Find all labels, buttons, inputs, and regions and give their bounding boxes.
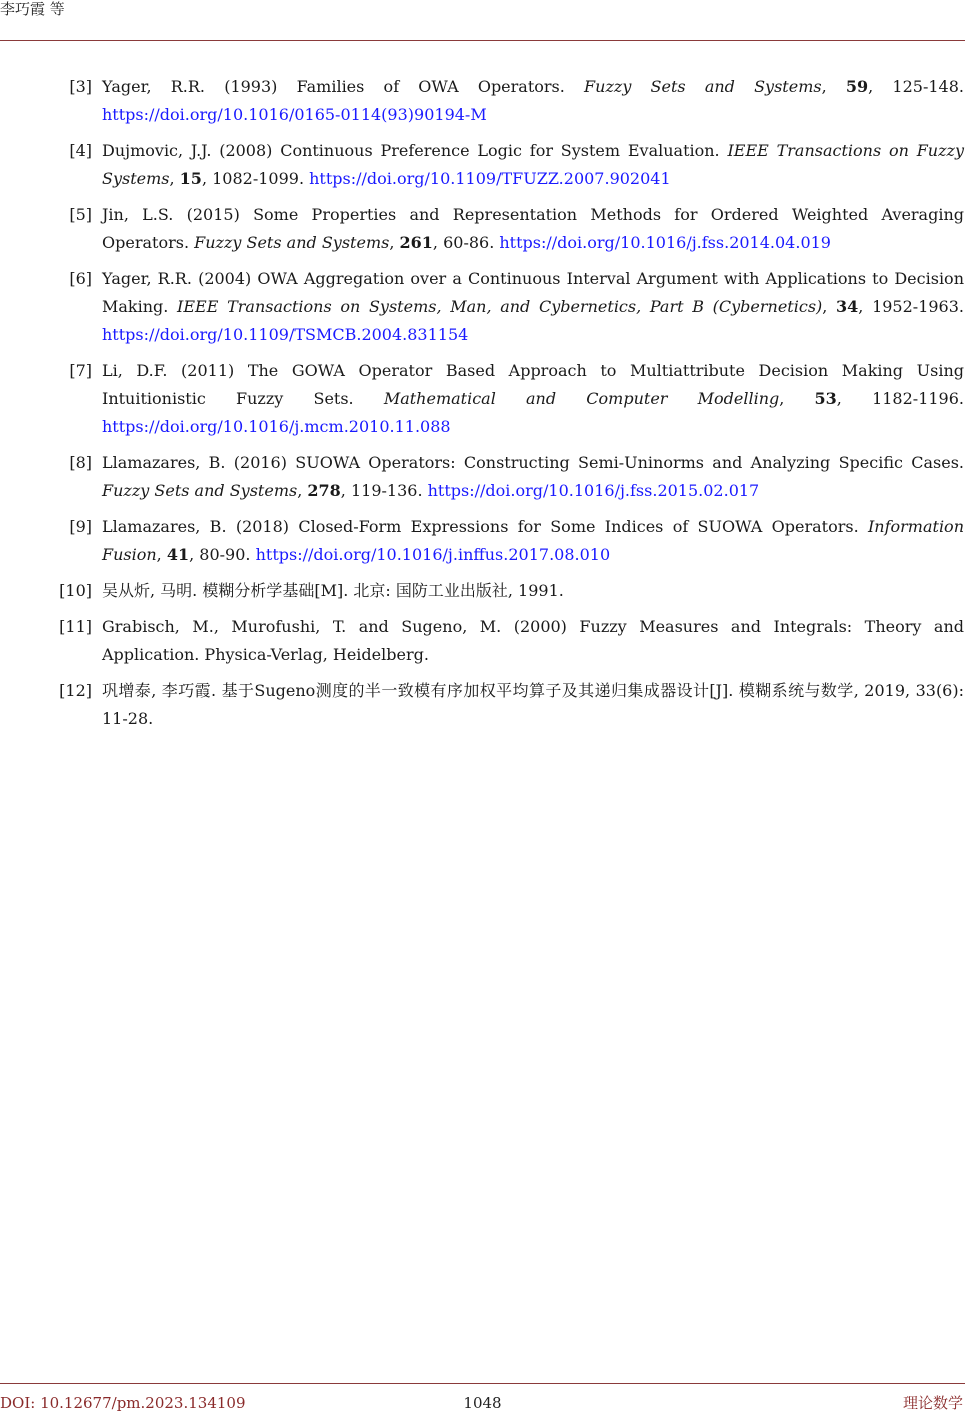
reference-segment: 吴从炘, 马明. 模糊分析学基础[M]. 北京: 国防工业出版社, 1991. [102,581,564,600]
reference-segment: , 80-90. [189,545,256,564]
doi-link[interactable]: https://doi.org/10.1016/0165-0114(93)90194-M [102,105,487,124]
reference-item [0,513,965,569]
reference-item [0,357,965,441]
reference-number: [5] [69,205,92,224]
reference-segment: Yager, R.R. (1993) Families of OWA Operators. [102,77,585,96]
reference-text [102,137,964,193]
reference-segment: , 1082-1099. [201,169,310,188]
doi-link[interactable]: https://doi.org/10.1109/TSMCB.2004.831154 [102,325,469,344]
journal-title: Information Fusion [102,517,964,564]
doi-link[interactable]: https://doi.org/10.1016/j.inffus.2017.08.010 [255,545,611,564]
reference-number: [6] [69,269,92,288]
journal-title: Fuzzy Sets and Systems [584,77,822,96]
reference-text [102,73,964,129]
reference-number: [9] [69,517,92,536]
reference-segment: , 1952-1963. [858,297,964,316]
volume-number: 261 [399,233,433,252]
reference-segment: , [297,481,308,500]
page-number: 1048 [463,1394,502,1412]
reference-number: [3] [69,77,92,96]
journal-title: Fuzzy Sets and Systems [102,481,298,500]
journal-title: IEEE Transactions on Fuzzy Systems [102,141,964,188]
reference-item [0,577,965,605]
journal-title: IEEE Transactions on Systems, Man, and Cybernetics, Part B (Cybernetics) [177,297,823,316]
reference-segment: Dujmovic, J.J. (2008) Continuous Preference Logic for System Evaluation. [102,141,728,160]
journal-title: Mathematical and Computer Modelling [383,389,780,408]
reference-number: [7] [69,361,92,380]
reference-segment: Llamazares, B. (2016) SUOWA Operators: Constructing Semi-Uninorms and Analyzing Specific Cases. [102,453,964,472]
doi-link[interactable]: https://doi.org/10.1016/j.fss.2015.02.017 [427,481,760,500]
volume-number: 59 [845,77,869,96]
reference-item [0,137,965,193]
footer-divider [0,1383,965,1384]
reference-text [102,577,964,605]
volume-number: 34 [836,297,859,316]
reference-segment: , [821,77,846,96]
footer-doi: DOI: 10.12677/pm.2023.134109 [0,1394,246,1412]
reference-segment: , [156,545,167,564]
reference-item [0,201,965,257]
reference-item [0,613,965,669]
header-divider [0,40,965,41]
reference-segment: , 1182-1196. [836,389,965,408]
reference-item [0,449,965,505]
doi-link[interactable]: https://doi.org/10.1016/j.fss.2014.04.019 [499,233,831,252]
doi-link[interactable]: https://doi.org/10.1109/TFUZZ.2007.902041 [309,169,671,188]
volume-number: 278 [307,481,341,500]
header-author: 李巧霞 等 [0,0,65,18]
reference-segment: , 60-86. [432,233,500,252]
journal-title: Fuzzy Sets and Systems [194,233,390,252]
journal-name: 理论数学 [902,1394,963,1412]
reference-number: [12] [59,681,92,700]
volume-number: 41 [166,545,190,564]
reference-number: [11] [59,617,92,636]
doi-link[interactable]: https://doi.org/10.1016/j.mcm.2010.11.088 [102,417,451,436]
reference-segment: Grabisch, M., Murofushi, T. and Sugeno, M. (2000) Fuzzy Measures and Integrals: Theory and Application. Physica-Verlag, Heidelberg. [102,617,964,664]
reference-text [102,613,964,669]
reference-text [102,677,964,733]
reference-segment: , 119-136. [340,481,428,500]
reference-segment: 巩增泰, 李巧霞. 基于Sugeno测度的半一致模有序加权平均算子及其递归集成器设计[J]. 模糊系统与数学, 2019, 33(6): 11-28. [102,681,964,728]
volume-number: 15 [179,169,202,188]
reference-text [102,357,964,441]
reference-text [102,449,964,505]
reference-list [0,73,965,741]
reference-segment: , 125-148. [868,77,964,96]
reference-segment: , [822,297,837,316]
reference-item [0,265,965,349]
reference-segment: , [389,233,400,252]
reference-number: [8] [69,453,92,472]
reference-text [102,265,964,349]
reference-segment: Jin, L.S. (2015) Some Properties and Representation Methods for Ordered Weighted Averaging Operators. [102,205,964,252]
reference-item [0,73,965,129]
volume-number: 53 [814,389,837,408]
reference-segment: Yager, R.R. (2004) OWA Aggregation over a Continuous Interval Argument with Applications to Decision Making. [102,269,964,316]
reference-number: [10] [59,581,92,600]
reference-item [0,677,965,733]
reference-number: [4] [69,141,92,160]
reference-segment: Li, D.F. (2011) The GOWA Operator Based Approach to Multiattribute Decision Making Using Intuitionistic Fuzzy Sets. [102,361,964,408]
reference-text [102,201,964,257]
page-footer [0,1393,965,1413]
reference-segment: , [779,389,815,408]
reference-segment: Llamazares, B. (2018) Closed-Form Expressions for Some Indices of SUOWA Operators. [102,517,868,536]
reference-text [102,513,964,569]
reference-segment: , [169,169,180,188]
